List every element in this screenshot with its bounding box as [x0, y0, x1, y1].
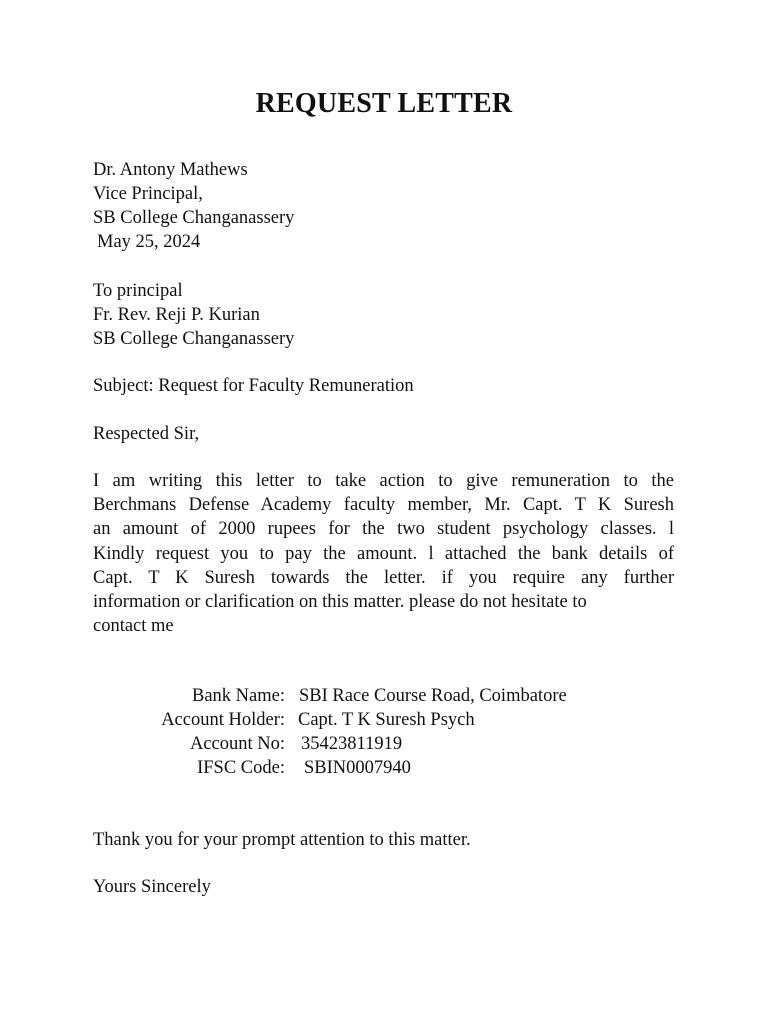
body-line: Capt. T K Suresh towards the letter. if you require any further [93, 567, 674, 588]
recipient-institution: SB College Changanassery [93, 329, 295, 349]
ifsc-code-value: SBIN0007940 [304, 758, 411, 778]
account-number-value: 35423811919 [301, 734, 403, 754]
account-holder-row [0, 708, 768, 732]
account-number-row [0, 732, 768, 756]
ifsc-code-label: IFSC Code: [197, 758, 285, 778]
body-line: I am writing this letter to take action to give remuneration to the [93, 471, 674, 491]
recipient-to-line: To principal [93, 281, 183, 301]
letter-date: May 25, 2024 [97, 232, 201, 252]
body-line: contact me [93, 616, 174, 637]
letter-title: REQUEST LETTER [255, 88, 513, 119]
bank-name-label: Bank Name: [192, 686, 285, 706]
recipient-name: Fr. Rev. Reji P. Kurian [93, 305, 260, 325]
body-paragraph [93, 469, 674, 638]
ifsc-code-row [0, 756, 768, 780]
bank-name-value: SBI Race Course Road, Coimbatore [299, 686, 567, 706]
bank-name-row [0, 684, 768, 708]
account-number-label: Account No: [189, 734, 285, 754]
letter-subject: Subject: Request for Faculty Remuneration [93, 376, 414, 396]
body-line: Berchmans Defense Academy faculty member, Mr. Capt. T K Suresh [93, 495, 674, 516]
account-holder-label: Account Holder: [161, 710, 285, 730]
body-line: information or clarification on this matter. please do not hesitate to [93, 592, 587, 613]
sign-off: Yours Sincerely [93, 877, 211, 897]
sender-institution: SB College Changanassery [93, 208, 295, 228]
body-line: an amount of 2000 rupees for the two student psychology classes. l [93, 519, 674, 540]
sender-name: Dr. Antony Mathews [93, 160, 248, 180]
account-holder-value: Capt. T K Suresh Psych [298, 710, 475, 730]
body-line: Kindly request you to pay the amount. l attached the bank details of [93, 543, 674, 564]
sender-position: Vice Principal, [93, 184, 203, 204]
salutation: Respected Sir, [93, 424, 200, 444]
closing-line: Thank you for your prompt attention to this matter. [93, 830, 471, 850]
